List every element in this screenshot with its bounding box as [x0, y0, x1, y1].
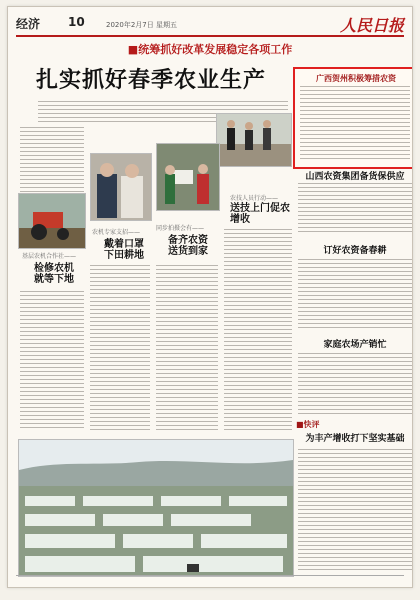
people-illustration: [217, 114, 291, 166]
article-kicker: 农机专家支招——: [92, 229, 141, 236]
body-column-3: [156, 265, 218, 431]
article-text: [298, 183, 412, 235]
article-headline[interactable]: 检修农机就等下地: [34, 263, 74, 285]
photo-masks: [90, 153, 152, 221]
highlighted-article-title: 广西贺州积极筹措农资: [316, 74, 396, 83]
column-text-left: [20, 127, 84, 193]
photo-fields: [18, 439, 294, 577]
page-number: 10: [68, 15, 85, 29]
commentary-text: [298, 449, 412, 573]
section-name: 经济: [16, 17, 41, 31]
body-column-2: [90, 265, 150, 431]
photo-officials: [216, 113, 292, 167]
photo-tractor: [18, 193, 86, 249]
article-headline[interactable]: 戴着口罩下田耕地: [104, 239, 144, 261]
article-text: [298, 353, 412, 415]
commentary-label: ■快评: [296, 420, 320, 429]
newspaper-page: [7, 6, 413, 588]
commentary-headline[interactable]: 为丰产增收打下坚实基础: [305, 434, 405, 444]
article-kicker: 基层农机合作社——: [22, 253, 77, 260]
body-column-1: [20, 291, 84, 431]
newspaper-logo: 人民日报: [339, 16, 404, 35]
issue-date: 2020年2月7日 星期五: [106, 21, 177, 29]
article-headline[interactable]: 备齐农资送货到家: [168, 235, 208, 257]
article-headline[interactable]: 送技上门促农增收: [230, 203, 290, 225]
article-kicker: 农技人员行动——: [230, 195, 279, 202]
series-kicker: ■统筹抓好改革发展稳定各项工作: [127, 43, 293, 56]
article-headline[interactable]: 山西农资集团备货保供应: [305, 172, 405, 182]
photo-workers: [156, 143, 220, 211]
page-headline: 扎实抓好春季农业生产: [36, 67, 267, 93]
highlighted-article-text: [300, 86, 410, 162]
article-headline[interactable]: 家庭农场产销忙: [323, 340, 387, 350]
article-text: [298, 259, 412, 331]
article-headline[interactable]: 订好农资备春耕: [323, 246, 387, 256]
masthead: [16, 13, 404, 37]
article-kicker: 同步拍摄会有——: [156, 225, 205, 232]
highlighted-article[interactable]: [293, 67, 413, 169]
page-footer: [16, 575, 404, 584]
body-column-4: [224, 229, 292, 431]
